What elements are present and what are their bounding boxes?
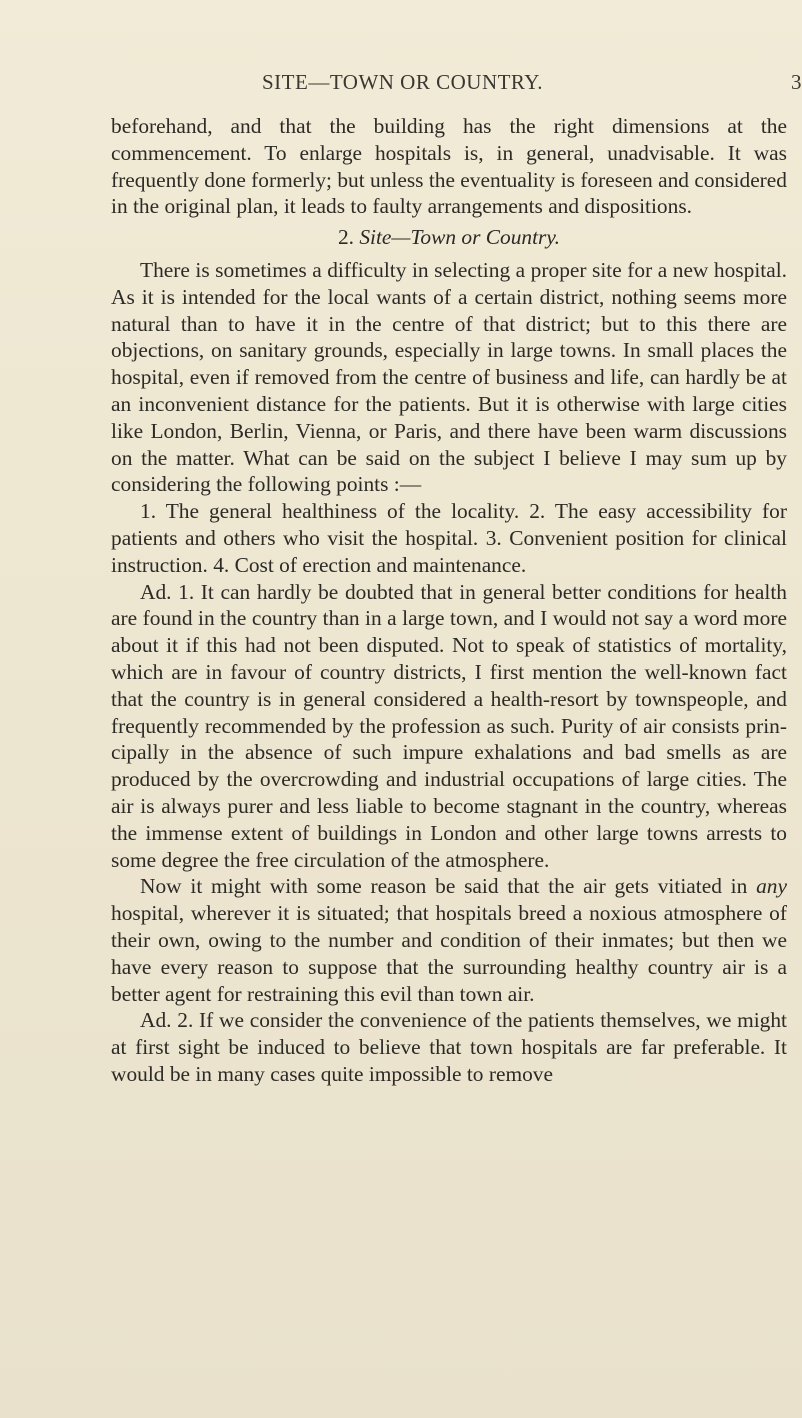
paragraph-vitiated-air — [111, 873, 787, 1007]
section-number: 2. — [337, 225, 360, 250]
paragraph-site-intro: There is sometimes a difficulty in selecting a proper site for a new hospital. As it is intended for the local wants of a certain district, nothing seems more natural than to have it in the centre of that district; but to this there are objections, on sanitary grounds, especially in large towns. In small places the hospital, even if removed from the centre of business and life, can hardly be at an inconvenient distance for the patients. But it is otherwise with large cities like London, Berlin, Vienna, or Paris, and there have been warm discussions on the matter. What can be said on the subject I believe I may sum up by considering the following points :— — [111, 257, 787, 497]
page-number: 3 — [791, 70, 802, 94]
section-title: Site—Town or Country. — [359, 225, 561, 250]
paragraph-ad-1: Ad. 1. It can hardly be doubted that in general better conditions for health are found in the country than in a large town, and I would not say a word more about it if this had not been disputed. Not to speak of statistics of mortality, which are in favour of country districts, I first mention the well-known fact that the country is in general considered a health-resort by townspeople, and frequently recommended by the profession as such. Purity of air consists principally in the absence of such impure exhalations and bad smells as are produced by the overcrowding and industrial occupations of large cities. The air is always purer and less liable to become stagnant in the country, whereas the immense extent of buildings in London and other large towns arrests to some degree the free circulation of the atmosphere. — [111, 579, 787, 872]
paragraph-points-list: 1. The general healthiness of the locality. 2. The easy accessibility for patients and others who visit the hospital. 3. Convenient position for clinical instruction. 4. Cost of erection and maintenance. — [111, 499, 787, 577]
body-text — [111, 113, 787, 1088]
running-head: SITE—TOWN OR COUNTRY. — [262, 70, 543, 94]
paragraph-vitiated-air-end: hospital, wherever it is situated; that hospitals breed a noxious atmosphere of their own, owing to the number and condition of their inmates; but then we have every reason to suppose that the surrounding healthy country air is a better agent for restraining this evil than town air. — [111, 901, 787, 1006]
section-heading — [111, 224, 787, 251]
page-header — [102, 70, 802, 100]
paragraph-ad-2: Ad. 2. If we consider the convenience of the patients themselves, we might at first sight be induced to believe that town hospitals are far preferable. It would be in many cases quite impossible to remove — [111, 1008, 787, 1086]
emphasis-any: any — [756, 874, 787, 899]
paragraph-continuation: beforehand, and that the building has the right dimensions at the commencement. To enlarge hospitals is, in general, unadvisable. It was frequently done formerly; but unless the eventuality is foreseen and considered in the original plan, it leads to faulty arrangements and dispositions. — [111, 114, 787, 219]
paragraph-vitiated-air-start: Now it might with some reason be said that the air gets vitiated in — [140, 874, 757, 899]
